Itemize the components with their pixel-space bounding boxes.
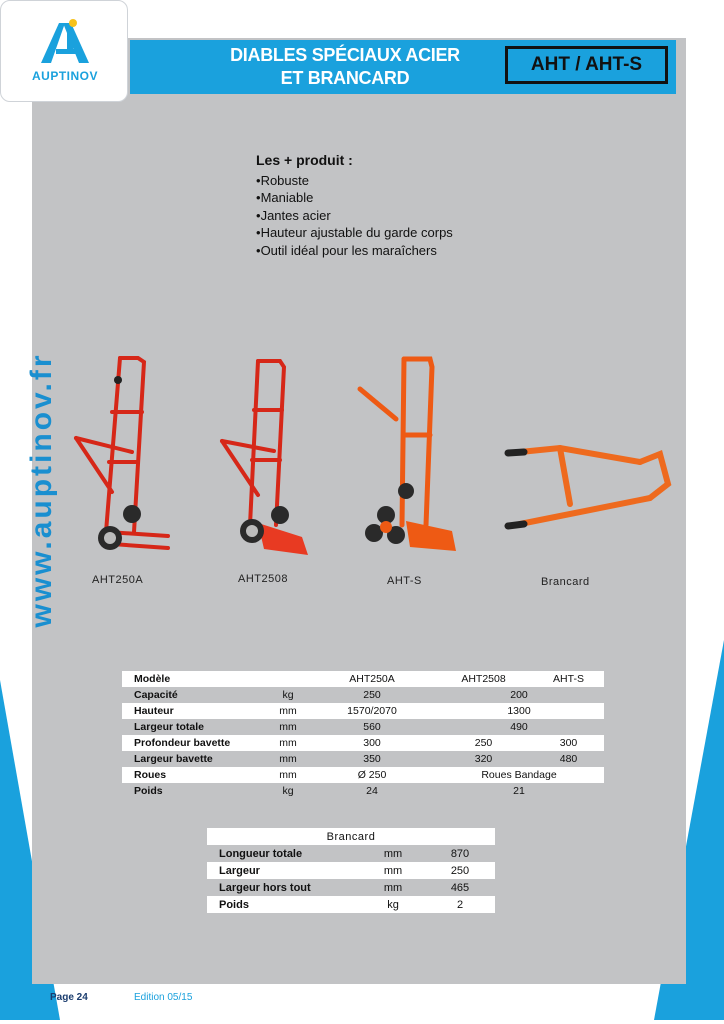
table-cell: Poids <box>207 896 361 913</box>
table-header-row <box>122 671 604 687</box>
table-cell: mm <box>266 703 310 719</box>
page-number: Page 24 <box>50 992 88 1003</box>
table-row <box>122 735 604 751</box>
table-cell: 480 <box>533 751 604 767</box>
hand-truck-plate-icon <box>218 355 318 565</box>
product-advantages <box>256 152 453 259</box>
product-code-box: AHT / AHT-S <box>505 46 668 84</box>
advantage-item: • Hauteur ajustable du garde corps <box>256 224 453 242</box>
table-cell: 1300 <box>434 703 604 719</box>
table-cell: 465 <box>425 879 495 896</box>
table-cell: 300 <box>310 735 434 751</box>
hand-truck-icon <box>72 352 182 562</box>
table-row <box>122 703 604 719</box>
table-cell: 21 <box>434 783 604 799</box>
title-line-2: ET BRANCARD <box>280 68 410 88</box>
table-cell: 300 <box>533 735 604 751</box>
logo-text: AUPTINOV <box>31 69 98 83</box>
page-title <box>200 44 490 90</box>
table-cell: kg <box>266 687 310 703</box>
table-cell: Roues Bandage <box>434 767 604 783</box>
table-cell: AHT2508 <box>434 671 533 687</box>
table-cell: mm <box>266 735 310 751</box>
advantage-item: • Maniable <box>256 189 453 207</box>
table-cell: Largeur hors tout <box>207 879 361 896</box>
table-row <box>207 879 495 896</box>
logo <box>0 0 128 102</box>
table-cell: Ø 250 <box>310 767 434 783</box>
table-cell: 24 <box>310 783 434 799</box>
edition-label: Edition 05/15 <box>134 992 193 1003</box>
table-cell <box>266 671 310 687</box>
table-row <box>207 845 495 862</box>
title-line-1: DIABLES SPÉCIAUX ACIER <box>230 45 460 65</box>
product-label: AHT-S <box>387 575 422 587</box>
product-label: AHT250A <box>92 574 144 586</box>
product-label: Brancard <box>541 576 590 588</box>
spec-table <box>122 671 604 799</box>
table-cell: mm <box>361 845 425 862</box>
table-header-row <box>207 828 495 845</box>
table-cell: kg <box>266 783 310 799</box>
table-cell: Hauteur <box>122 703 266 719</box>
table-cell: 870 <box>425 845 495 862</box>
table-cell: 250 <box>425 862 495 879</box>
table-cell: 490 <box>434 719 604 735</box>
table-cell: 250 <box>310 687 434 703</box>
stair-climber-truck-icon <box>356 355 466 565</box>
logo-mark-icon <box>1 1 129 71</box>
table-cell: mm <box>266 751 310 767</box>
table-cell: Poids <box>122 783 266 799</box>
table-cell: AHT-S <box>533 671 604 687</box>
table-cell: 2 <box>425 896 495 913</box>
table-cell: mm <box>361 879 425 896</box>
product-label: AHT2508 <box>238 573 288 585</box>
table-row <box>207 896 495 913</box>
table-cell: mm <box>361 862 425 879</box>
table-cell: Modèle <box>122 671 266 687</box>
table-cell: Longueur totale <box>207 845 361 862</box>
table-cell: 250 <box>434 735 533 751</box>
table-cell: 200 <box>434 687 604 703</box>
table-cell: Largeur bavette <box>122 751 266 767</box>
table-row <box>122 687 604 703</box>
table-row <box>122 719 604 735</box>
table-cell: Largeur totale <box>122 719 266 735</box>
table-cell: 560 <box>310 719 434 735</box>
table-cell: Capacité <box>122 687 266 703</box>
brancard-table <box>207 828 495 913</box>
advantages-list <box>256 172 453 260</box>
table-cell: mm <box>266 767 310 783</box>
table-cell: kg <box>361 896 425 913</box>
table-cell: Profondeur bavette <box>122 735 266 751</box>
table-cell: 350 <box>310 751 434 767</box>
stretcher-frame-icon <box>500 440 675 535</box>
table-row <box>122 783 604 799</box>
table-cell: Largeur <box>207 862 361 879</box>
table-cell: 1570/2070 <box>310 703 434 719</box>
table-row <box>207 862 495 879</box>
table-row <box>122 767 604 783</box>
advantage-item: • Robuste <box>256 172 453 190</box>
table-row <box>122 751 604 767</box>
table-cell: 320 <box>434 751 533 767</box>
table-cell: AHT250A <box>310 671 434 687</box>
website-url: www.auptinov.fr <box>25 352 58 628</box>
table-cell: mm <box>266 719 310 735</box>
table-cell: Brancard <box>207 828 495 845</box>
advantage-item: • Jantes acier <box>256 207 453 225</box>
advantage-item: • Outil idéal pour les maraîchers <box>256 242 453 260</box>
advantages-title: Les + produit : <box>256 152 353 168</box>
table-cell: Roues <box>122 767 266 783</box>
